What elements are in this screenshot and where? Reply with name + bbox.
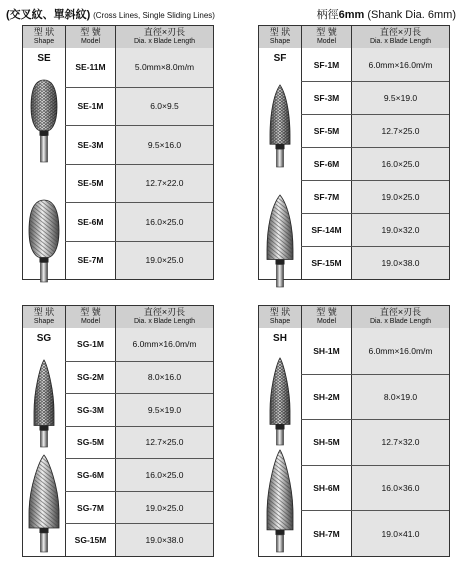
header-left [6,6,215,22]
dim-header-en: Dia. x Blade Length [133,318,196,325]
model-cell: SG-15M [65,524,115,556]
dimension-cell: 8.0×19.0 [351,375,449,420]
model-header-en: Model [80,38,101,45]
table-body [301,328,449,556]
model-cell: SG-2M [65,362,115,394]
table-body [65,328,213,556]
shape-column [259,48,301,279]
table-row [65,202,213,241]
dim-header-en: Dia. x Blade Length [369,38,432,45]
dim-header-en: Dia. x Blade Length [133,38,196,45]
dimension-cell: 6.0mm×16.0m/m [351,48,449,81]
dim-header-cjk: 直徑×刃長 [379,27,422,37]
model-header-cjk: 型 號 [316,307,337,317]
table-row [65,491,213,524]
dim-header-en: Dia. x Blade Length [369,318,432,325]
model-header [301,26,351,48]
model-cell: SG-3M [65,394,115,426]
sf-cross-cut-burr-icon [265,83,295,168]
table-row [301,213,449,246]
panel-se [22,25,214,280]
shape-header-en: Shape [33,318,55,325]
table-header [259,306,449,329]
model-cell: SF-14M [301,214,351,246]
table-header [23,306,213,329]
table-row [301,114,449,147]
sf-single-cut-burr-icon [263,193,297,288]
dim-header-cjk: 直徑×刃長 [143,27,186,37]
dim-header [115,26,213,48]
header-right-en: (Shank Dia. 6mm) [367,9,456,21]
sh-single-cut-burr-icon [263,448,297,553]
dimension-cell: 6.0mm×16.0m/m [115,328,213,361]
table-row [65,48,213,87]
model-cell: SF-3M [301,82,351,114]
model-cell: SF-5M [301,115,351,147]
panel-sh [258,305,450,557]
shape-header-cjk: 型 狀 [269,307,291,317]
model-cell: SE-11M [65,48,115,87]
table-row [65,361,213,394]
header-left-cjk: (交叉紋、單斜紋) [6,9,91,21]
model-cell: SF-6M [301,148,351,180]
dimension-cell: 16.0×36.0 [351,466,449,511]
model-cell: SG-5M [65,427,115,459]
dimension-cell: 16.0×25.0 [115,459,213,491]
shape-header [23,26,65,48]
panel-sg [22,305,214,557]
model-header-en: Model [316,318,337,325]
table-row [301,147,449,180]
model-cell: SH-6M [301,466,351,511]
table-row [301,246,449,279]
shape-code: SH [273,333,287,344]
dimension-cell: 9.5×16.0 [115,126,213,164]
table-header [259,26,449,49]
model-cell: SE-6M [65,203,115,241]
shape-column [23,328,65,556]
model-cell: SF-15M [301,247,351,279]
table-row [301,465,449,511]
table-header [23,26,213,49]
shape-header-en: Shape [269,38,291,45]
shape-header [23,306,65,328]
model-cell: SG-6M [65,459,115,491]
sg-single-cut-burr-icon [26,453,62,553]
model-cell: SH-7M [301,511,351,556]
dim-header-cjk: 直徑×刃長 [379,307,422,317]
dimension-cell: 6.0×9.5 [115,88,213,126]
sg-cross-cut-burr-icon [29,358,59,448]
model-header-cjk: 型 號 [80,307,101,317]
table-row [301,510,449,556]
model-cell: SH-1M [301,328,351,374]
header-right-bold: 6mm [338,9,365,21]
dimension-cell: 19.0×41.0 [351,511,449,556]
dimension-cell: 16.0×25.0 [351,148,449,180]
shape-code: SF [273,53,287,64]
table-body [301,48,449,279]
shape-code: SG [36,333,52,344]
model-cell: SH-5M [301,420,351,465]
model-header [301,306,351,328]
dimension-cell: 19.0×38.0 [115,524,213,556]
shape-header-en: Shape [269,318,291,325]
model-cell: SE-3M [65,126,115,164]
model-cell: SH-2M [301,375,351,420]
dim-header [115,306,213,328]
model-cell: SE-7M [65,242,115,280]
table-row [301,81,449,114]
table-row [301,419,449,465]
model-header-cjk: 型 號 [316,27,337,37]
dimension-cell: 16.0×25.0 [115,203,213,241]
dimension-cell: 19.0×25.0 [115,242,213,280]
dimension-cell: 5.0mm×8.0m/m [115,48,213,87]
se-single-cut-burr-icon [26,198,62,283]
dimension-cell: 12.7×22.0 [115,165,213,203]
dimension-cell: 9.5×19.0 [115,394,213,426]
dimension-cell: 19.0×38.0 [351,247,449,279]
table-row [65,125,213,164]
model-cell: SG-7M [65,492,115,524]
shape-header-cjk: 型 狀 [33,27,55,37]
shape-code: SE [37,53,51,64]
table-body [65,48,213,279]
header-right-cjk: 柄徑 [316,9,339,21]
shape-column [23,48,65,279]
table-row [65,393,213,426]
header-left-en: (Cross Lines, Single Sliding Lines) [93,11,215,20]
table-row [65,426,213,459]
dimension-cell: 12.7×25.0 [351,115,449,147]
shape-header [259,306,301,328]
dimension-cell: 12.7×25.0 [115,427,213,459]
model-cell: SF-7M [301,181,351,213]
model-header-cjk: 型 號 [80,27,101,37]
model-cell: SE-1M [65,88,115,126]
shape-header-cjk: 型 狀 [269,27,291,37]
model-header-en: Model [316,38,337,45]
model-header [65,306,115,328]
sh-cross-cut-burr-icon [265,356,295,446]
panel-sf [258,25,450,280]
se-cross-cut-burr-icon [28,78,60,163]
table-row [301,180,449,213]
model-cell: SG-1M [65,328,115,361]
table-row [301,328,449,374]
table-row [65,164,213,203]
model-header [65,26,115,48]
dimension-cell: 19.0×25.0 [351,181,449,213]
dimension-cell: 12.7×32.0 [351,420,449,465]
dimension-cell: 8.0×16.0 [115,362,213,394]
dim-header [351,306,449,328]
model-cell: SE-5M [65,165,115,203]
table-row [65,241,213,280]
table-row [65,87,213,126]
dimension-cell: 19.0×25.0 [115,492,213,524]
model-header-en: Model [80,318,101,325]
header-right [317,6,456,22]
shape-header-en: Shape [33,38,55,45]
shape-header-cjk: 型 狀 [33,307,55,317]
table-row [301,374,449,420]
dimension-cell: 19.0×32.0 [351,214,449,246]
dimension-cell: 9.5×19.0 [351,82,449,114]
shape-column [259,328,301,556]
dim-header [351,26,449,48]
table-row [301,48,449,81]
dimension-cell: 6.0mm×16.0m/m [351,328,449,374]
table-row [65,523,213,556]
shape-header [259,26,301,48]
table-row [65,328,213,361]
dim-header-cjk: 直徑×刃長 [143,307,186,317]
model-cell: SF-1M [301,48,351,81]
table-row [65,458,213,491]
